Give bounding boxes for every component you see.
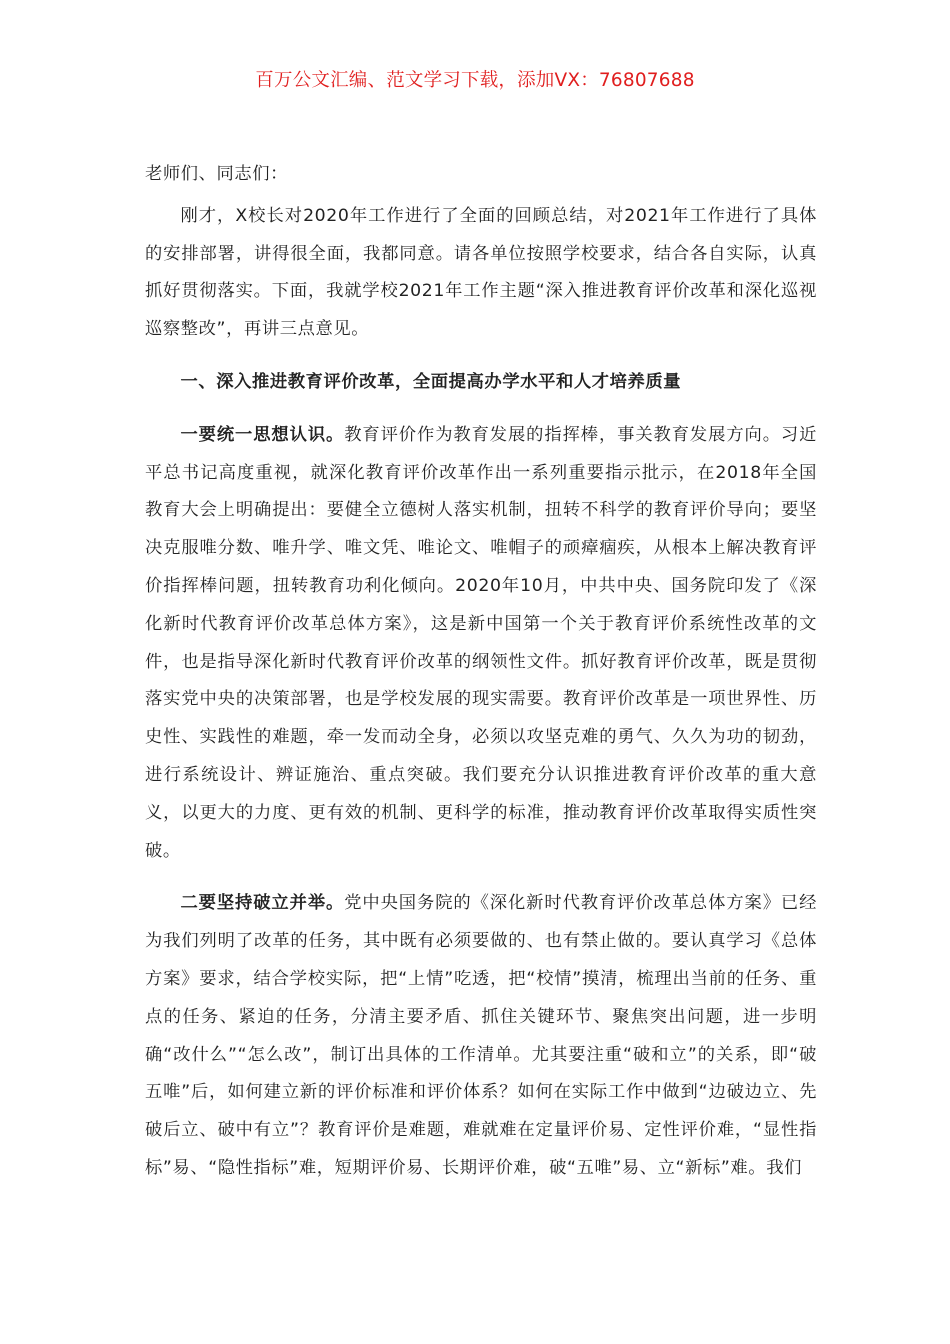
point-1-body: 教育评价作为教育发展的指挥棒，事关教育发展方向。习近平总书记高度重视，就深化教育评价改革作出一系列重要指示批示，在2018年全国教育大会上明确提出：要健全立德树人落实机制，扭转不科学的教育评价导向；要坚决克服唯分数、唯升学、唯文凭、唯论文、唯帽子的顽瘴痼疾，从根本上解决教育评价指挥棒问题，扭转教育功利化倾向。2020年10月，中共中央、国务院印发了《深化新时代教育评价改革总体方案》，这是新中国第一个关于教育评价系统性改革的文件，也是指导深化新时代教育评价改革的纲领性文件。抓好教育评价改革，既是贯彻落实党中央的决策部署，也是学校发展的现实需要。教育评价改革是一项世界性、历史性、实践性的难题，牵一发而动全身，必须以攻坚克难的勇气、久久为功的韧劲，进行系统设计、辨证施治、重点突破。我们要充分认识推进教育评价改革的重大意义，以更大的力度、更有效的机制、更科学的标准，推动教育评价改革取得实质性突破。 (145, 424, 817, 861)
point-2-body: 党中央国务院的《深化新时代教育评价改革总体方案》已经为我们列明了改革的任务，其中既有必须要做的、也有禁止做的。要认真学习《总体方案》要求，结合学校实际，把“上情”吃透，把“校情”摸清，梳理出当前的任务、重点的任务、紧迫的任务，分清主要矛盾、抓住关键环节、聚焦突出问题，进一步明确“改什么”“怎么改”，制订出具体的工作清单。尤其要注重“破和立”的关系，即“破五唯”后，如何建立新的评价标准和评价体系？如何在实际工作中做到“边破边立、先破后立、破中有立”？教育评价是难题，难就难在定量评价易、定性评价难，“显性指标”易、“隐性指标”难，短期评价易、长期评价难，破“五唯”易、立“新标”难。我们 (145, 893, 817, 1178)
point-2-lead: 二要坚持破立并举。 (180, 893, 345, 914)
intro-paragraph: 刚才，X校长对2020年工作进行了全面的回顾总结，对2021年工作进行了具体的安排部署，讲得很全面，我都同意。请各单位按照学校要求，结合各自实际，认真抓好贯彻落实。下面，我就学校2021年工作主题“深入推进教育评价改革和深化巡视巡察整改”，再讲三点意见。 (145, 205, 817, 340)
header-watermark-text: 百万公文汇编、范文学习下载，添加VX：76807688 (255, 70, 695, 91)
section-heading-1: 一、深入推进教育评价改革，全面提高办学水平和人才培养质量 (180, 371, 682, 392)
point-1-paragraph (145, 417, 817, 871)
point-1-lead: 一要统一思想认识。 (180, 424, 345, 445)
salutation: 老师们、同志们： (145, 164, 289, 184)
document-body (145, 156, 817, 1203)
point-2-paragraph (145, 885, 817, 1187)
